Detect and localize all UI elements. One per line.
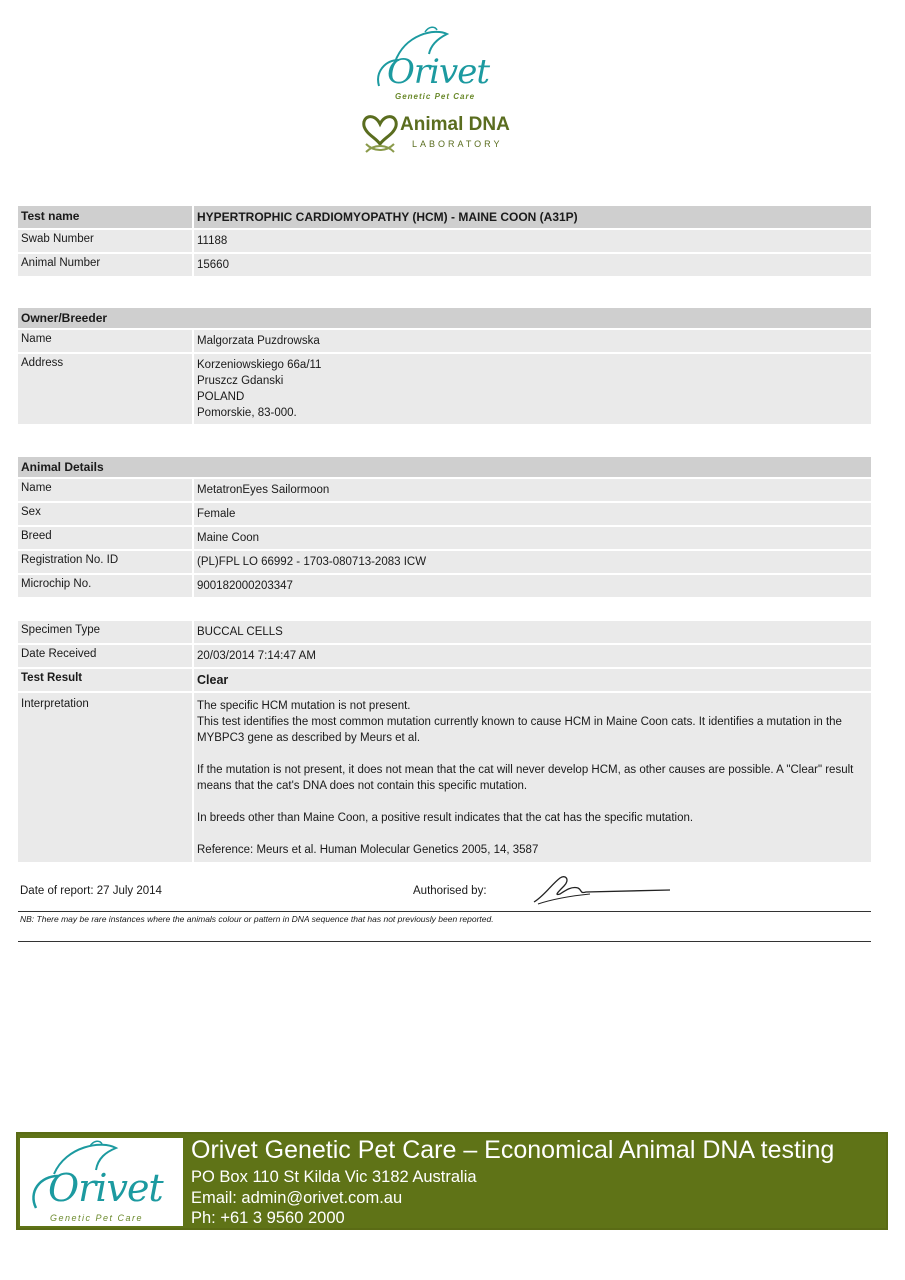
animal-name-label: Name [18, 479, 194, 501]
test-name-row [18, 206, 871, 230]
animal-name-value: MetatronEyes Sailormoon [197, 484, 330, 496]
report-date: Date of report: 27 July 2014 [20, 885, 162, 897]
animal-name-row [18, 479, 871, 503]
authorised-by-label: Authorised by: [413, 885, 487, 897]
animal-microchip-label: Microchip No. [18, 575, 194, 597]
interpretation-line: The specific HCM mutation is not present. [197, 700, 411, 712]
owner-name-row [18, 330, 871, 354]
animal-section-row [18, 457, 871, 479]
interpretation-paragraph: In breeds other than Maine Coon, a positive result indicates that the cat has the specific mutation. [197, 812, 694, 824]
interpretation-label: Interpretation [18, 693, 194, 862]
owner-table [18, 308, 871, 426]
test-result-label: Test Result [18, 669, 194, 691]
footer-title: Orivet Genetic Pet Care – Economical Animal DNA testing [191, 1136, 835, 1164]
animal-registration-row [18, 551, 871, 575]
footer-brand: Orivet [48, 1166, 163, 1210]
interpretation-text [194, 693, 871, 862]
footer-orivet-logo [20, 1138, 183, 1226]
animal-sex-label: Sex [18, 503, 194, 525]
animal-registration-value: (PL)FPL LO 66992 - 1703-080713-2083 ICW [197, 556, 427, 568]
animal-sex-row [18, 503, 871, 527]
interpretation-paragraph: This test identifies the most common mutation currently known to cause HCM in Maine Coon cats. It identifies a mutation in the MYBPC3 gene as described by Meurs et al. [197, 716, 842, 744]
test-result-value: Clear [197, 673, 229, 687]
footer-email: Email: admin@orivet.com.au [191, 1189, 403, 1207]
animal-section-title: Animal Details [21, 460, 104, 474]
test-table [18, 206, 871, 278]
nb-note: NB: There may be rare instances where the animals colour or pattern in DNA sequence that has not previously been reported. [20, 914, 494, 924]
result-table [18, 621, 871, 864]
divider [18, 911, 871, 912]
orivet-logo [365, 24, 515, 104]
signature-icon [530, 872, 680, 908]
owner-name-value: Malgorzata Puzdrowska [197, 335, 320, 347]
lab-name: Animal DNA [400, 114, 510, 135]
test-name-label: Test name [18, 206, 194, 228]
footer-phone: Ph: +61 3 9560 2000 [191, 1209, 345, 1227]
address-line: Korzeniowskiego 66a/11 [197, 359, 322, 371]
received-value: 20/03/2014 7:14:47 AM [197, 650, 316, 662]
received-row [18, 645, 871, 669]
lab-subtitle: LABORATORY [412, 139, 503, 149]
animal-dna-logo [360, 108, 530, 158]
address-line: Pruszcz Gdanski [197, 375, 284, 387]
animal-breed-label: Breed [18, 527, 194, 549]
interpretation-row [18, 693, 871, 864]
footer-tagline: Genetic Pet Care [50, 1213, 144, 1223]
dna-heart-icon [360, 108, 400, 158]
swab-value: 11188 [197, 235, 228, 247]
specimen-row [18, 621, 871, 645]
received-label: Date Received [18, 645, 194, 667]
owner-address-label: Address [18, 354, 194, 424]
animal-microchip-row [18, 575, 871, 599]
divider [18, 941, 871, 942]
address-line: Pomorskie, 83-000. [197, 407, 297, 419]
animal-table [18, 457, 871, 599]
owner-address-value [194, 354, 871, 424]
reference-line: Reference: Meurs et al. Human Molecular Genetics 2005, 14, 3587 [197, 844, 539, 856]
swab-row [18, 230, 871, 254]
specimen-label: Specimen Type [18, 621, 194, 643]
swab-label: Swab Number [18, 230, 194, 252]
footer-banner [16, 1132, 888, 1230]
animal-number-value: 15660 [197, 259, 229, 271]
orivet-brand: Orivet [387, 52, 489, 92]
test-result-row [18, 669, 871, 693]
animal-number-row [18, 254, 871, 278]
animal-breed-value: Maine Coon [197, 532, 260, 544]
owner-section-title: Owner/Breeder [21, 311, 108, 325]
owner-name-label: Name [18, 330, 194, 352]
animal-sex-value: Female [197, 508, 236, 520]
specimen-value: BUCCAL CELLS [197, 626, 283, 638]
owner-address-row [18, 354, 871, 426]
test-name-value: HYPERTROPHIC CARDIOMYOPATHY (HCM) - MAINE COON (A31P) [197, 210, 578, 224]
animal-number-label: Animal Number [18, 254, 194, 276]
animal-registration-label: Registration No. ID [18, 551, 194, 573]
animal-breed-row [18, 527, 871, 551]
footer-address: PO Box 110 St Kilda Vic 3182 Australia [191, 1168, 477, 1186]
animal-microchip-value: 900182000203347 [197, 580, 293, 592]
orivet-tagline: Genetic Pet Care [395, 92, 476, 101]
address-line: POLAND [197, 391, 245, 403]
owner-section-row [18, 308, 871, 330]
interpretation-paragraph: If the mutation is not present, it does not mean that the cat will never develop HCM, as other causes are possible. A "Clear" result means that the cat's DNA does not contain this specific mutation. [197, 764, 854, 792]
